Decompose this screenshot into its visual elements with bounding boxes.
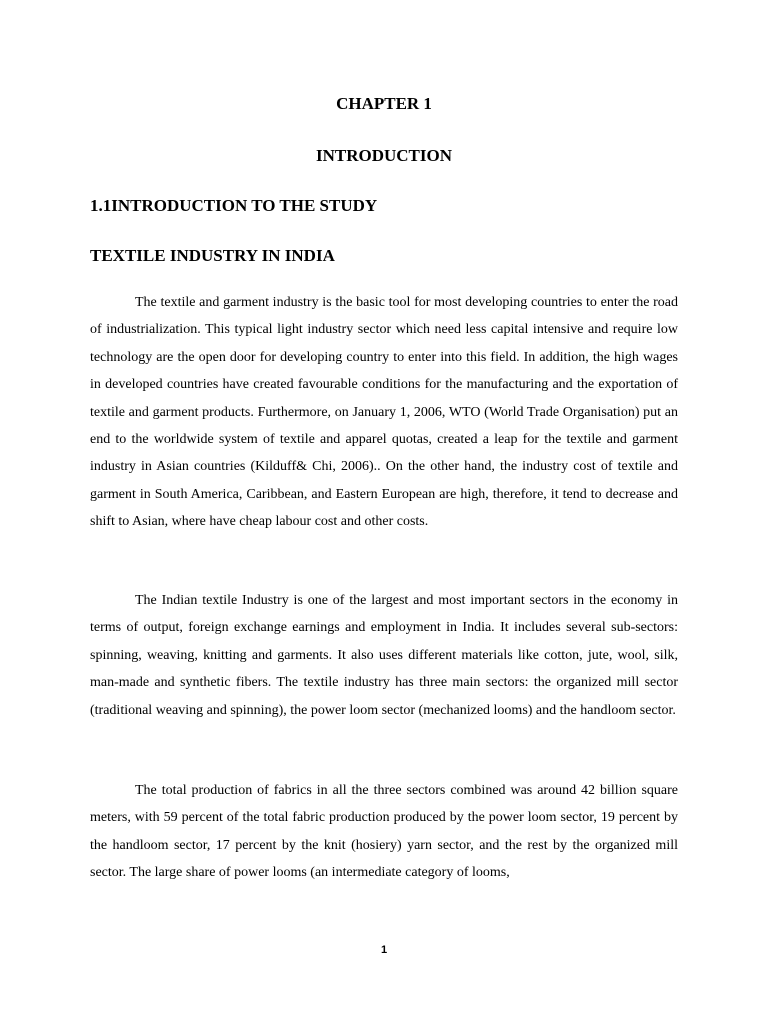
page-number: 1 xyxy=(380,944,388,956)
sub-heading: TEXTILE INDUSTRY IN INDIA xyxy=(90,246,335,265)
body-paragraph: The textile and garment industry is the basic tool for most developing countries to enter the road of industrialization. This typical light industry sector which need less capital intensive and require low technology are the open door for developing country to enter into this field. In addition, the high wages in developed countries have created favourable conditions for the manufacturing and the exportation of textile and garment products. Furthermore, on January 1, 2006, WTO (World Trade Organisation) put an end to the worldwide system of textile and apparel quotas, created a leap for the textile and garment industry in Asian countries (Kilduff& Chi, 2006).. On the other hand, the industry cost of textile and garment in South America, Caribbean, and Eastern European are high, therefore, it tend to decrease and shift to Asian, where have cheap labour cost and other costs. xyxy=(90,295,678,530)
section-heading: 1.1INTRODUCTION TO THE STUDY xyxy=(90,196,378,215)
chapter-title: CHAPTER 1 xyxy=(336,94,432,113)
introduction-title: INTRODUCTION xyxy=(315,146,453,165)
body-paragraph: The total production of fabrics in all the three sectors combined was around 42 billion square meters, with 59 percent of the total fabric production produced by the power loom sector, 19 percent by the handloom sector, 17 percent by the knit (hosiery) yarn sector, and the rest by the organized mill sector. The large share of power looms (an intermediate category of looms, xyxy=(90,783,678,881)
body-paragraph: The Indian textile Industry is one of the largest and most important sectors in the economy in terms of output, foreign exchange earnings and employment in India. It includes several sub-sectors: spinning, weaving, knitting and garments. It also uses different materials like cotton, jute, wool, silk, man-made and synthetic fibers. The textile industry has three main sectors: the organized mill sector (traditional weaving and spinning), the power loom sector (mechanized looms) and the handloom sector. xyxy=(90,593,678,718)
